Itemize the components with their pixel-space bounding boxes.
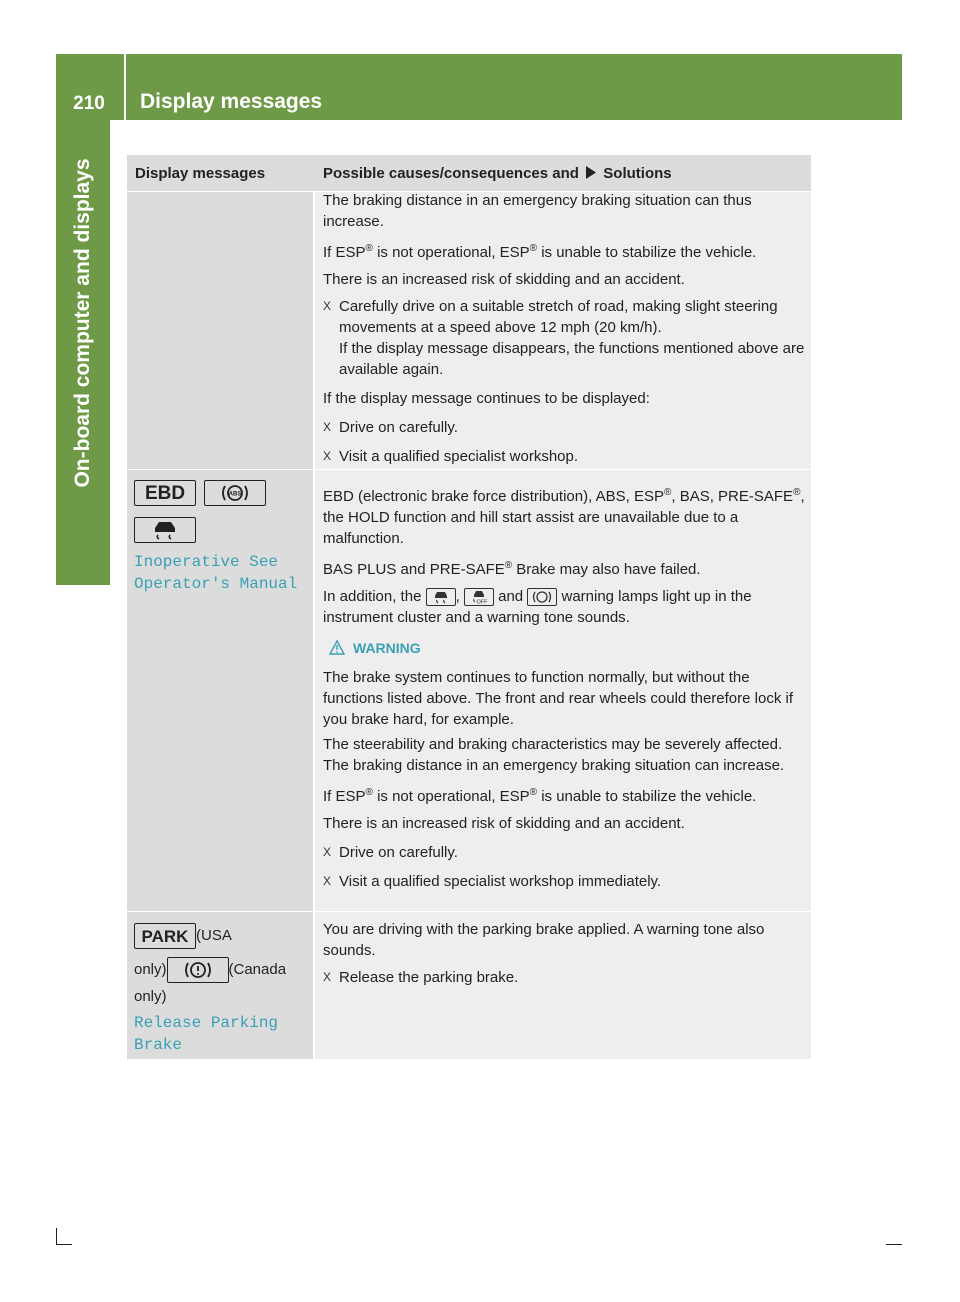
warning-text: There is an increased risk of skidding and an accident. [323, 815, 685, 832]
abs-lamp-icon [204, 480, 266, 506]
bullet-icon: X [323, 420, 332, 434]
side-tab-label: On-board computer and displays [71, 157, 94, 488]
list-item: X Drive on carefully. [323, 844, 458, 861]
list-item: X Release the parking brake. [323, 969, 519, 986]
row2-content [323, 482, 809, 892]
row3-only-label: only) [134, 988, 167, 1005]
ebd-lamp-icon: EBD [134, 480, 196, 506]
park-lamp-icon: PARK [134, 923, 196, 949]
col-header-display-messages: Display messages [135, 165, 266, 182]
abs-warning-icon [527, 588, 557, 606]
bullet-icon: X [323, 874, 332, 888]
row1-esp-text: If ESP® is not operational, ESP® is unable to stabilize the vehicle. [323, 243, 757, 261]
warning-heading: WARNING [323, 638, 809, 659]
row1-text: If the display message continues to be displayed: [323, 390, 650, 407]
header-separator [124, 54, 126, 120]
row3-text: You are driving with the parking brake applied. A warning tone also sounds. [323, 921, 765, 959]
svg-text:ABS: ABS [229, 491, 242, 498]
crop-mark [56, 1244, 72, 1245]
svg-text:OFF: OFF [476, 599, 488, 606]
row1-text: If the display message disappears, the functions mentioned above are available again. [339, 340, 805, 378]
row1-text: There is an increased risk of skidding and an accident. [323, 271, 685, 288]
warning-text: The steerability and braking characteristics may be severely affected. The braking distance in an emergency braking situation can increase. [323, 736, 785, 774]
list-item: X Carefully drive on a suitable stretch of road, making slight steering movements at a speed above 12 mph (20 km/h). [323, 298, 778, 336]
display-message-inoperative: Inoperative See Operator's Manual [134, 553, 298, 593]
row2-lamps [134, 480, 266, 506]
display-message-release-parking-brake: Release Parking Brake [134, 1014, 279, 1054]
col-header-causes: Possible causes/consequences and Solutions [323, 165, 672, 182]
warning-text: If ESP® is not operational, ESP® is unable to stabilize the vehicle. [323, 787, 757, 805]
row3-content [323, 919, 809, 988]
list-item: X Visit a qualified specialist workshop immediately. [323, 873, 662, 890]
arrow-icon [585, 166, 597, 179]
bullet-icon: X [323, 299, 332, 313]
page-number: 210 [73, 93, 105, 114]
bullet-icon: X [323, 845, 332, 859]
crop-mark [886, 1244, 902, 1245]
warning-triangle-icon [329, 640, 345, 656]
warning-text: The brake system continues to function normally, but without the functions listed above. The front and rear wheels could therefore lock if you brake hard, for example. [323, 669, 793, 728]
brake-lamp-icon [167, 957, 229, 983]
row-divider [127, 469, 811, 470]
row1-content [323, 190, 809, 467]
esp-off-icon [464, 588, 494, 606]
skid-warning-icon [426, 588, 456, 606]
page-title: Display messages [140, 90, 323, 113]
list-item: X Visit a qualified specialist workshop. [323, 448, 579, 465]
row3-lamps: PARK (USA [134, 923, 232, 949]
bullet-icon: X [323, 970, 332, 984]
row2-text: In addition, the , OFF and warning lamps light up in the instrument cluster and a warning tone sounds. [323, 588, 752, 626]
bullet-icon: X [323, 449, 332, 463]
row2-text: BAS PLUS and PRE-SAFE® Brake may also have failed. [323, 560, 701, 578]
skid-lamp-icon [134, 517, 196, 543]
row-divider [127, 911, 811, 912]
row1-text: The braking distance in an emergency braking situation can thus increase. [323, 192, 752, 230]
list-item: X Drive on carefully. [323, 419, 458, 436]
row2-text: EBD (electronic brake force distribution), ABS, ESP®, BAS, PRE-SAFE®, the HOLD function and hill start assist are unavailable due to a malfunction. [323, 487, 805, 547]
crop-mark [56, 1228, 57, 1244]
